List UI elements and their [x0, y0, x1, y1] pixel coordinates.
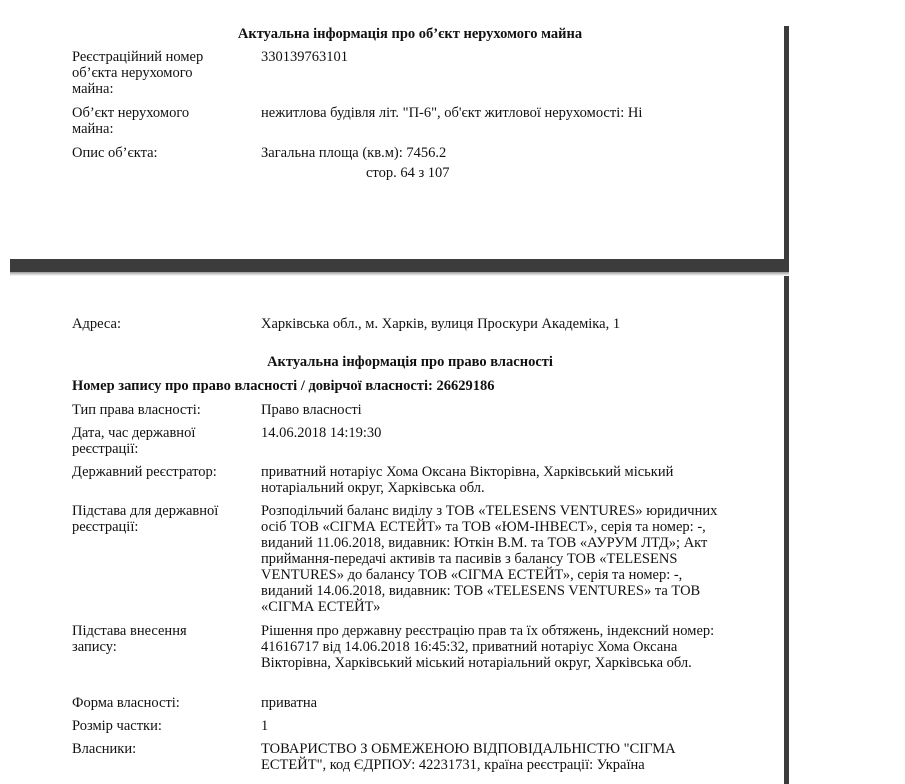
- page-number: стор. 64 з 107: [366, 165, 450, 181]
- registration-basis-label: Підстава для державної реєстрації:: [72, 503, 219, 535]
- registration-number-label: Реєстраційний номер об’єкта нерухомого майна:: [72, 49, 204, 97]
- address-value: Харківська обл., м. Харків, вулиця Проскури Академіка, 1: [261, 316, 621, 332]
- entry-basis-label: Підстава внесення запису:: [72, 623, 187, 655]
- state-registrar-value: приватний нотаріус Хома Оксана Вікторівна, Харківський міський нотаріальний округ, Харківська обл.: [261, 464, 674, 496]
- owners-value: ТОВАРИСТВО З ОБМЕЖЕНОЮ ВІДПОВІДАЛЬНІСТЮ "СІГМА ЕСТЕЙТ", код ЄДРПОУ: 42231731, країна реєстрації: Україна: [261, 741, 676, 773]
- property-object-value: нежитлова будівля літ. "П-6", об'єкт житлової нерухомості: Ні: [261, 105, 643, 121]
- ownership-type-value: Право власності: [261, 402, 362, 418]
- ownership-record-number: Номер запису про право власності / довірчої власності: 26629186: [72, 378, 495, 394]
- share-size-label: Розмір частки:: [72, 718, 162, 734]
- registration-number-value: 330139763101: [261, 49, 348, 65]
- owners-label: Власники:: [72, 741, 137, 757]
- registration-date-label: Дата, час державної реєстрації:: [72, 425, 196, 457]
- registration-date-value: 14.06.2018 14:19:30: [261, 425, 382, 441]
- ownership-form-value: приватна: [261, 695, 318, 711]
- state-registrar-label: Державний реєстратор:: [72, 464, 217, 480]
- object-description-value: Загальна площа (кв.м): 7456.2: [261, 145, 447, 161]
- property-section-title: Актуальна інформація про об’єкт нерухомого майна: [237, 26, 583, 42]
- property-object-label: Об’єкт нерухомого майна:: [72, 105, 190, 137]
- object-description-label: Опис об’єкта:: [72, 145, 158, 161]
- ownership-form-label: Форма власності:: [72, 695, 180, 711]
- registration-basis-value: Розподільчий баланс виділу з ТОВ «TELESENS VENTURES» юридичних осіб ТОВ «СІГМА ЕСТЕЙТ» та ТОВ «ЮМ-ІНВЕСТ», серія та номер: -, виданий 11.06.2018, видавник: Юткін В.М. та ТОВ «АУРУМ ЛТД»; Акт приймання-передачі активів та пасивів з балансу ТОВ «TELESENS VENTURES» до балансу ТОВ «СІГМА ЕСТЕЙТ», серія та номер: -, виданий 14.06.2018, видавник: ТОВ «TELESENS VENTURES» та ТОВ «СІГМА ЕСТЕЙТ»: [261, 503, 718, 615]
- page-break: [10, 259, 789, 272]
- share-size-value: 1: [261, 718, 269, 734]
- entry-basis-value: Рішення про державну реєстрацію прав та їх обтяжень, індексний номер: 41616717 від 14.06.2018 16:45:32, приватний нотаріус Хома Оксана Вікторівна, Харківський міський нотаріальний округ, Харківська обл.: [261, 623, 715, 671]
- ownership-type-label: Тип права власності:: [72, 402, 201, 418]
- ownership-section-title: Актуальна інформація про право власності: [267, 354, 553, 370]
- page-break-shadow: [10, 272, 789, 276]
- address-label: Адреса:: [72, 316, 121, 332]
- page-right-edge: [784, 26, 789, 784]
